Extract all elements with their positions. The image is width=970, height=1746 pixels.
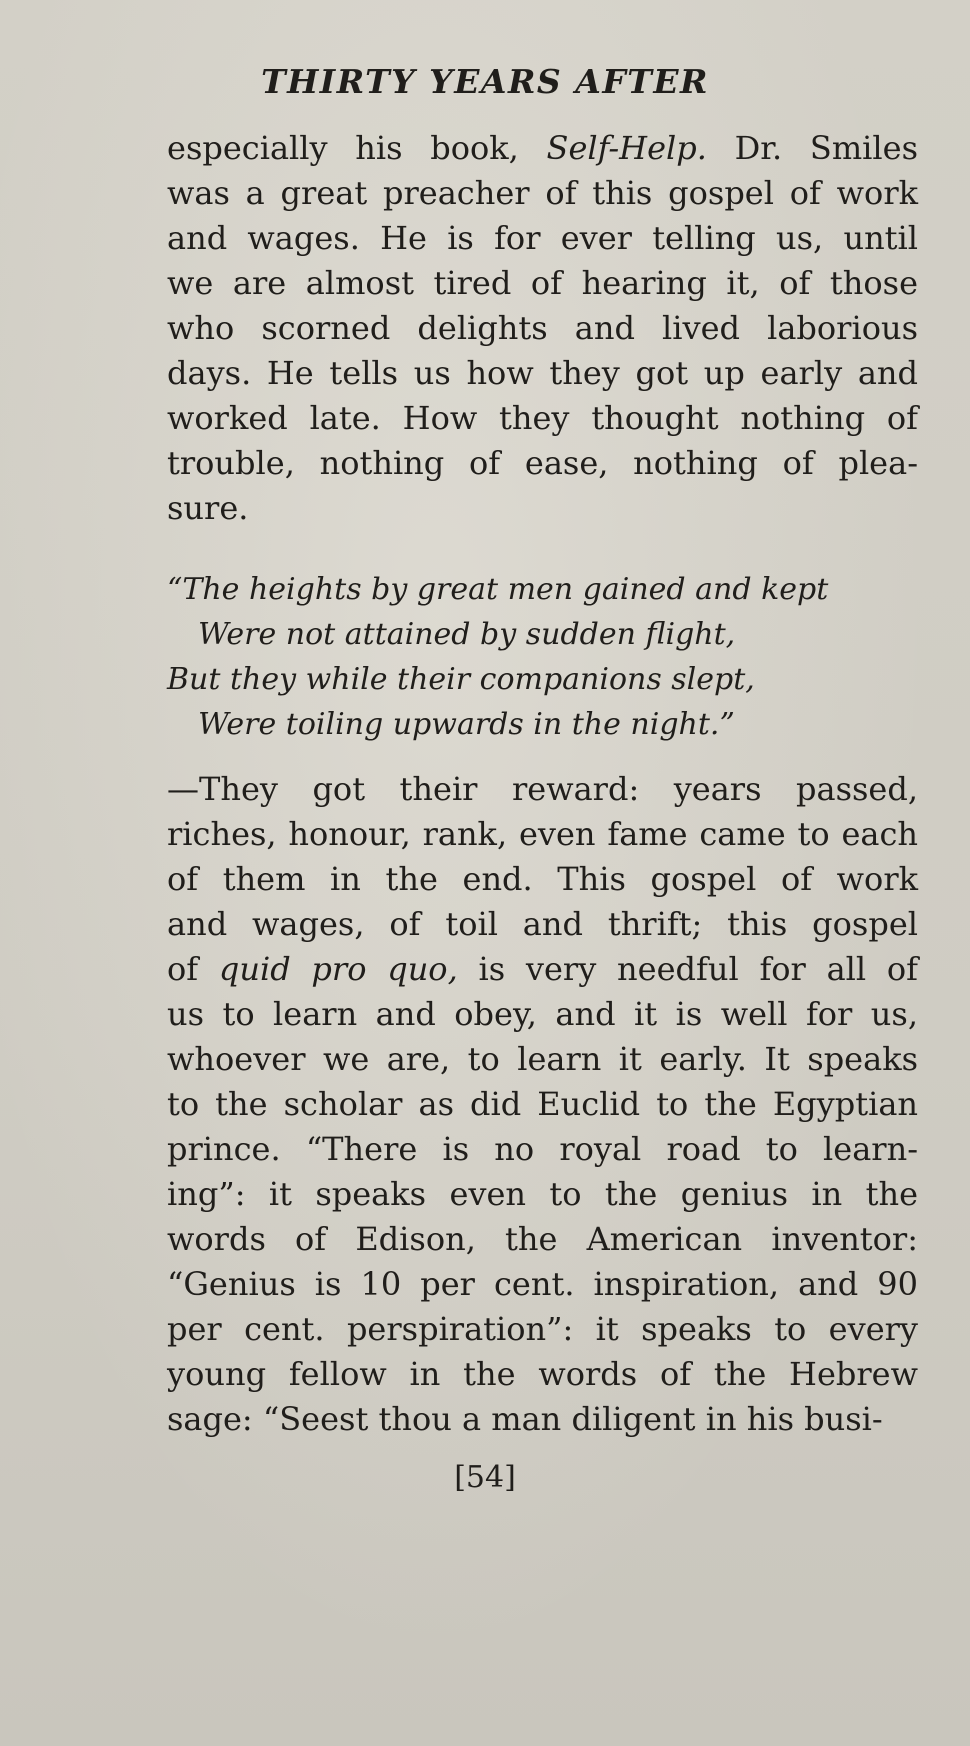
text-segment: who scorned delights and lived laborious — [167, 309, 918, 347]
text-line — [167, 1217, 918, 1262]
text-segment: of them in the end. This gospel of work — [167, 860, 918, 898]
text-segment: of — [167, 950, 219, 988]
text-line — [167, 1307, 918, 1352]
text-line — [167, 171, 918, 216]
text-line — [167, 1037, 918, 1082]
paragraph-1 — [167, 126, 918, 531]
text-segment: whoever we are, to learn it early. It speaks — [167, 1040, 918, 1078]
page-number: [54] — [454, 1460, 516, 1495]
text-line — [167, 1352, 918, 1397]
text-line — [167, 216, 918, 261]
text-line — [167, 902, 918, 947]
text-segment: Dr. Smiles — [706, 129, 919, 167]
text-line — [167, 1172, 918, 1217]
text-line — [167, 947, 918, 992]
text-segment: young fellow in the words of the Hebrew — [167, 1355, 918, 1393]
text-line — [167, 261, 918, 306]
text-segment: sure. — [167, 489, 249, 527]
text-line — [167, 992, 918, 1037]
text-line — [167, 351, 918, 396]
text-line — [167, 1127, 918, 1172]
text-line — [167, 126, 918, 171]
italic-text: quid pro quo, — [218, 950, 458, 988]
text-segment: days. He tells us how they got up early and — [167, 354, 918, 392]
text-segment: —They got their reward: years passed, — [167, 770, 918, 808]
running-head: THIRTY YEARS AFTER — [261, 62, 709, 101]
italic-text: Self-Help. — [546, 129, 707, 167]
text-line — [167, 486, 918, 531]
text-line — [167, 1262, 918, 1307]
text-segment: sage: “Seest thou a man diligent in his busi- — [167, 1400, 883, 1438]
text-line — [167, 306, 918, 351]
verse-line: But they while their companions slept, — [167, 662, 755, 697]
verse-line: Were not attained by sudden flight, — [198, 617, 736, 652]
text-segment: and wages. He is for ever telling us, until — [167, 219, 918, 257]
verse-line: “The heights by great men gained and kept — [167, 572, 829, 607]
text-segment: ing”: it speaks even to the genius in the — [167, 1175, 918, 1213]
paragraph-2 — [167, 767, 918, 1442]
text-segment: trouble, nothing of ease, nothing of plea- — [167, 444, 918, 482]
text-segment: was a great preacher of this gospel of work — [167, 174, 918, 212]
text-line — [167, 1397, 918, 1442]
text-segment: words of Edison, the American inventor: — [167, 1220, 918, 1258]
text-segment: prince. “There is no royal road to learn- — [167, 1130, 918, 1168]
verse-line: Were toiling upwards in the night.” — [198, 707, 735, 742]
text-segment: per cent. perspiration”: it speaks to every — [167, 1310, 918, 1348]
text-line — [167, 857, 918, 902]
text-line — [167, 1082, 918, 1127]
text-segment: riches, honour, rank, even fame came to each — [167, 815, 918, 853]
text-line — [167, 396, 918, 441]
text-segment: “Genius is 10 per cent. inspiration, and 90 — [167, 1265, 918, 1303]
verse-quotation — [167, 531, 918, 767]
text-segment: to the scholar as did Euclid to the Egyptian — [167, 1085, 918, 1123]
text-segment: and wages, of toil and thrift; this gospel — [167, 905, 918, 943]
text-segment: especially his book, — [167, 129, 547, 167]
text-segment: us to learn and obey, and it is well for us, — [167, 995, 918, 1033]
text-line — [167, 812, 918, 857]
text-block — [167, 126, 918, 1442]
text-segment: worked late. How they thought nothing of — [167, 399, 918, 437]
text-segment: we are almost tired of hearing it, of those — [167, 264, 918, 302]
text-line — [167, 767, 918, 812]
text-segment: is very needful for all of — [457, 950, 919, 988]
text-line — [167, 441, 918, 486]
